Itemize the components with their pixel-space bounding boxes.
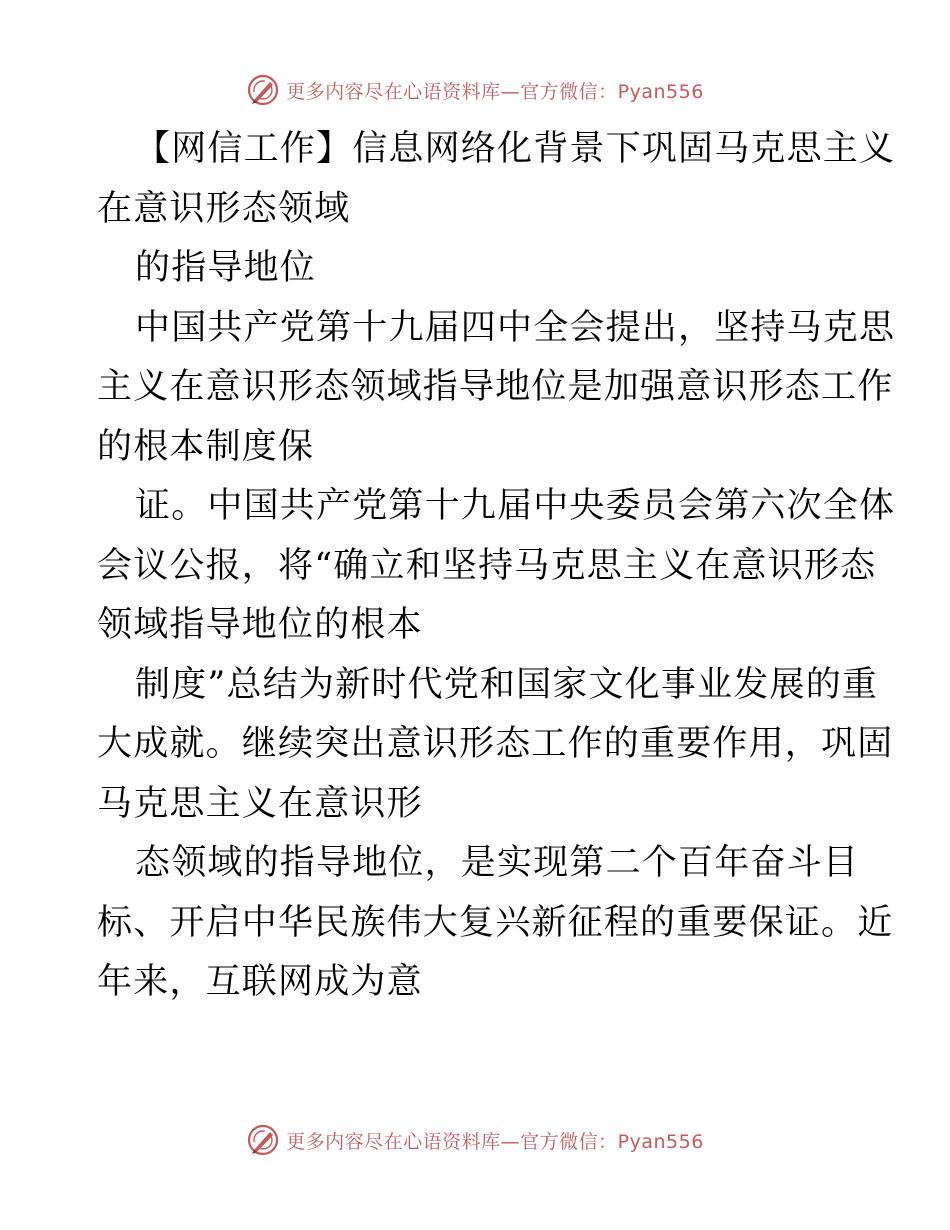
paragraph-line: 制度”总结为新时代党和国家文化事业发展的重 — [135, 664, 879, 705]
paragraph-line: 领域指导地位的根本 — [97, 605, 423, 645]
paragraph-line: 马克思主义在意识形 — [97, 783, 423, 824]
paragraph-line: 中国共产党第十九届四中全会提出，坚持马克思 — [135, 307, 896, 348]
paragraph-line: 大成就。继续突出意识形态工作的重要作用，巩固 — [97, 724, 894, 764]
document-body — [97, 120, 896, 1013]
paragraph-line: 证。中国共产党第十九届中央委员会第六次全体 — [135, 486, 896, 526]
header-banner — [0, 70, 950, 110]
paragraph-line: 主义在意识形态领域指导地位是加强意识形态工作 — [97, 367, 894, 407]
header-banner-text: 更多内容尽在心语资料库—官方微信：Pyan556 — [286, 80, 704, 103]
paragraph-line: 态领域的指导地位，是实现第二个百年奋斗目 — [135, 843, 860, 883]
title-line-2: 在意识形态领域 — [97, 188, 351, 229]
pen-logo-icon — [246, 1123, 280, 1157]
paragraph-line: 会议公报，将“确立和坚持马克思主义在意识形态 — [97, 545, 877, 586]
footer-banner — [0, 1120, 950, 1160]
title-line-3: 的指导地位 — [135, 248, 317, 288]
paragraph-line: 标、开启中华民族伟大复兴新征程的重要保证。近 — [97, 902, 894, 943]
paragraph-line: 的根本制度保 — [97, 426, 315, 467]
footer-banner-text: 更多内容尽在心语资料库—官方微信：Pyan556 — [286, 1130, 704, 1153]
pen-logo-icon — [246, 73, 280, 107]
title-line-1: 【网信工作】信息网络化背景下巩固马克思主义 — [135, 129, 896, 169]
paragraph-line: 年来，互联网成为意 — [97, 962, 423, 1002]
